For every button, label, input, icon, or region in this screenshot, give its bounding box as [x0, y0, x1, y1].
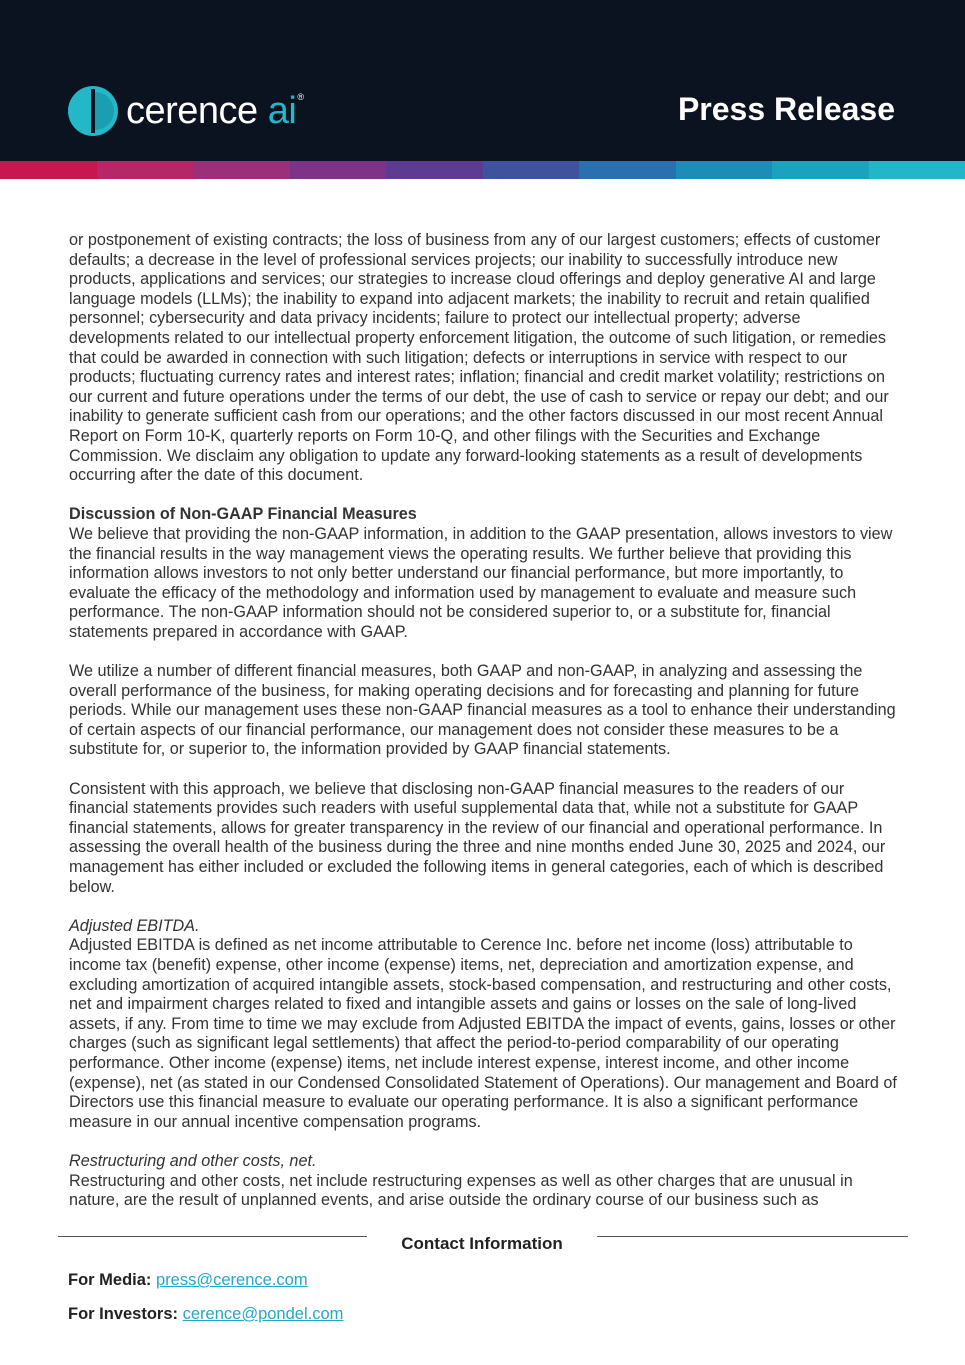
stripe-segment	[193, 161, 290, 179]
stripe-segment	[290, 161, 387, 179]
document-body	[69, 231, 899, 1230]
media-label: For Media:	[68, 1271, 152, 1289]
contact-information-title: Contact Information	[401, 1234, 563, 1253]
header-bar	[0, 0, 965, 161]
contact-media-row	[68, 1270, 308, 1290]
cerence-logo	[68, 86, 303, 136]
footer-divider-left	[58, 1236, 367, 1237]
body-paragraph: We believe that providing the non-GAAP information, in addition to the GAAP presentation, allows investors to view the financial results in the way management views the operating results. We further believe that providing this information allows investors to not only better understand our financial performance, but more importantly, to evaluate the efficacy of the methodology and information used by management to evaluate and measure such performance. The non-GAAP information should not be considered superior to, or a substitute for, financial statements prepared in accordance with GAAP.	[69, 524, 893, 641]
section-heading-non-gaap: Discussion of Non-GAAP Financial Measures	[69, 505, 417, 524]
stripe-segment	[676, 161, 773, 179]
stripe-segment	[869, 161, 965, 179]
body-paragraph: Restructuring and other costs, net include restructuring expenses as well as other charges that are unusual in nature, are the result of unplanned events, and arise outside the ordinary course of our business such as	[69, 1171, 853, 1210]
stripe-segment	[772, 161, 869, 179]
investors-email-link[interactable]: cerence@pondel.com	[182, 1305, 344, 1323]
stripe-segment	[97, 161, 194, 179]
body-paragraph: Adjusted EBITDA is defined as net income attributable to Cerence Inc. before net income (loss) attributable to income tax (benefit) expense, other income (expense) items, net, depreciation and amortization expense, and excluding amortization of acquired intangible assets, stock-based compensation, and restructuring and other costs, net and impairment charges related to fixed and intangible assets and gains or losses on the sale of long-lived assets, if any. From time to time we may exclude from Adjusted EBITDA the impact of events, gains, losses or other charges (such as significant legal settlements) that affect the period-to-period comparability of our operating performance. Other income (expense) items, net include interest expense, interest income, and other income (expense), net (as stated in our Condensed Consolidated Statement of Operations). Our management and Board of Directors use this financial measure to evaluate our operating performance. It is also a significant performance measure in our annual incentive compensation programs.	[69, 936, 897, 1131]
body-paragraph: or postponement of existing contracts; the loss of business from any of our largest customers; effects of customer defaults; a decrease in the level of professional services projects; our inability to successfully introduce new products, applications and services; our strategies to increase cloud offerings and deploy generative AI and large language models (LLMs); the inability to expand into adjacent markets; the inability to recruit and retain qualified personnel; cybersecurity and data privacy incidents; failure to protect our intellectual property; adverse developments related to our intellectual property enforcement litigation, the outcome of such litigation, or remedies that could be awarded in connection with such litigation; defects or interruptions in service with respect to our products; fluctuating currency rates and interest rates; inflation; financial and credit market volatility; restrictions on our current and future operations under the terms of our debt, the use of cash to service or repay our debt; and our inability to generate sufficient cash from our operations; and the other factors discussed in our most recent Annual Report on Form 10-K, quarterly reports on Form 10-Q, and other filings with the Securities and Exchange Commission. We disclaim any obligation to update any forward-looking statements as a result of developments occurring after the date of this document.	[69, 231, 889, 485]
body-paragraph: Consistent with this approach, we believe that disclosing non-GAAP financial measures to the readers of our financial statements provides such readers with useful supplemental data that, while not a substitute for GAAP financial statements, allows for greater transparency in the review of our financial and operational performance. In assessing the overall health of the business during the three and nine months ended June 30, 2025 and 2024, our management has either included or excluded the following items in general categories, each of which is described below.	[69, 779, 886, 896]
page-title: Press Release	[677, 91, 895, 127]
logo-wordmark	[126, 86, 303, 136]
stripe-segment	[386, 161, 483, 179]
footer-divider-right	[597, 1236, 908, 1237]
cerence-logo-mark-icon	[68, 86, 118, 136]
stripe-segment	[579, 161, 676, 179]
logo-registered-mark: ®	[297, 92, 304, 102]
logo-wordmark-cerence: cerence	[126, 90, 258, 132]
contact-investors-row	[68, 1304, 343, 1324]
stripe-segment	[483, 161, 580, 179]
subheading-restructuring: Restructuring and other costs, net.	[69, 1151, 317, 1170]
body-paragraph: We utilize a number of different financial measures, both GAAP and non-GAAP, in analyzing and assessing the overall performance of the business, for making operating decisions and for forecasting and planning for future periods. While our management uses these non-GAAP financial measures as a tool to enhance their understanding of certain aspects of our financial performance, our management does not consider these measures to be a substitute for, or superior to, the information provided by GAAP financial statements.	[69, 662, 896, 759]
stripe-segment	[0, 161, 97, 179]
media-email-link[interactable]: press@cerence.com	[156, 1271, 308, 1289]
color-stripe	[0, 161, 965, 179]
logo-wordmark-ai: ai	[267, 90, 297, 132]
subheading-adjusted-ebitda: Adjusted EBITDA.	[69, 916, 200, 935]
investors-label: For Investors:	[68, 1305, 179, 1323]
